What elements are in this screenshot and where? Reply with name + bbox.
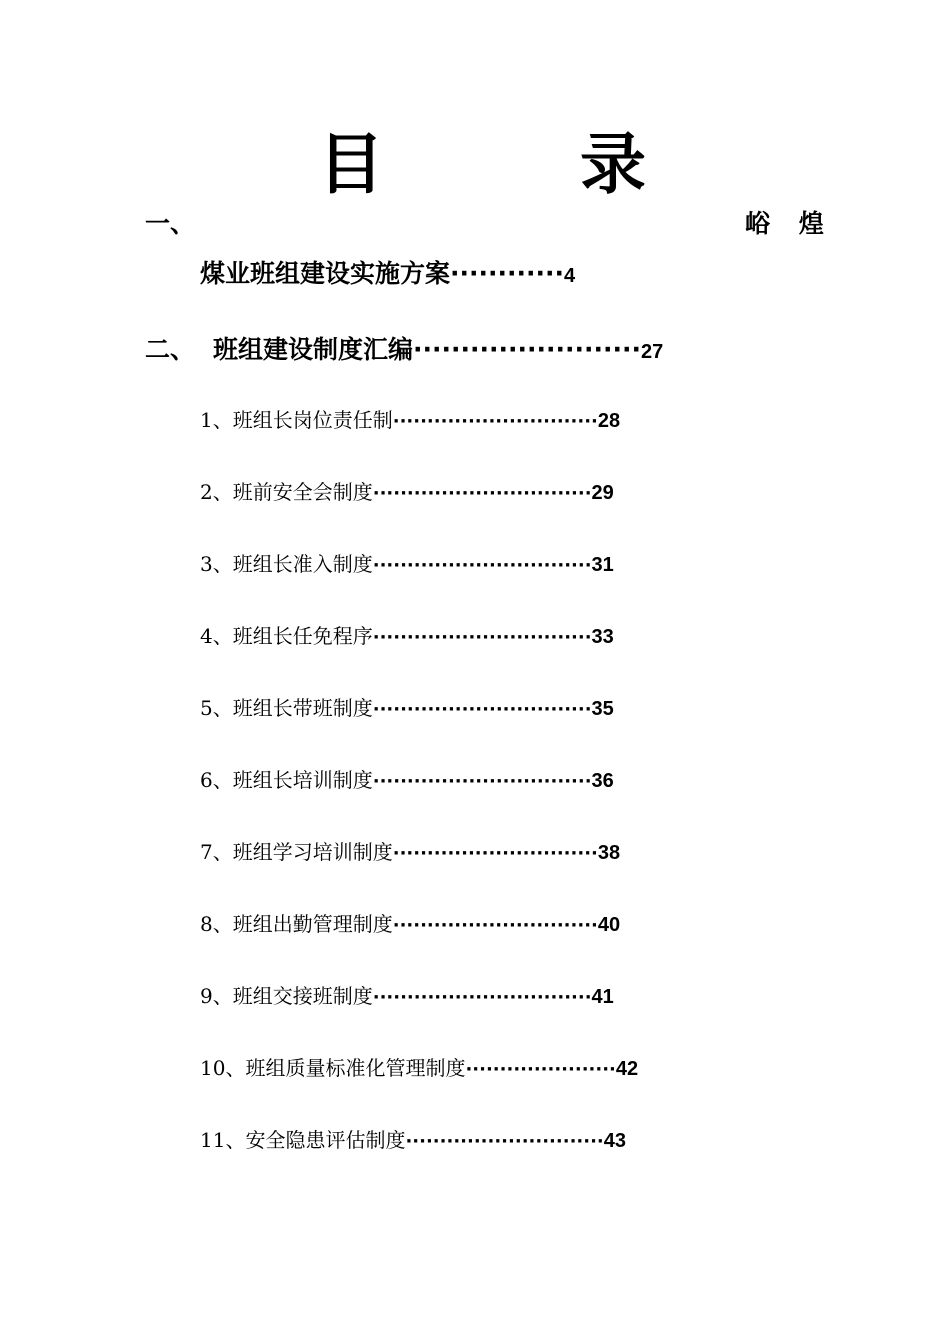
toc-item[interactable]	[200, 549, 614, 581]
leader-dots: ································	[372, 483, 592, 504]
toc-item-label: 11、安全隐患评估制度	[200, 1128, 406, 1152]
toc-item[interactable]	[200, 477, 614, 509]
toc-item[interactable]	[200, 1125, 626, 1157]
toc-item-label: 7、班组学习培训制度	[200, 840, 393, 864]
page-number: 28	[597, 410, 621, 432]
leader-dots: ······························	[392, 915, 598, 936]
leader-dots: ························	[413, 335, 641, 364]
page-number: 27	[640, 341, 664, 363]
toc-item[interactable]	[200, 1053, 638, 1085]
section-1-title-start: 峪 煌	[745, 209, 834, 238]
leader-dots: ································	[372, 555, 592, 576]
page-number: 29	[591, 482, 614, 504]
page-number: 38	[597, 842, 621, 864]
toc-item[interactable]	[200, 621, 614, 653]
toc-title	[0, 125, 950, 205]
toc-item[interactable]	[200, 837, 620, 869]
page-number: 36	[591, 770, 614, 792]
toc-item-label: 8、班组出勤管理制度	[200, 912, 393, 936]
section-1-number: 一、	[145, 209, 196, 238]
toc-title-char-1: 目	[318, 126, 384, 203]
leader-dots: ······························	[392, 411, 598, 432]
leader-dots: ·····························	[405, 1131, 604, 1152]
section-2-title: 班组建设制度汇编	[213, 335, 414, 364]
leader-dots: ································	[372, 627, 592, 648]
section-2-number: 二、	[145, 335, 196, 364]
toc-item-label: 4、班组长任免程序	[200, 624, 373, 648]
page-number: 35	[591, 698, 614, 720]
section-1-title: 煤业班组建设实施方案	[200, 259, 451, 288]
leader-dots: ············	[450, 259, 564, 288]
leader-dots: ······························	[392, 843, 598, 864]
page-number: 33	[591, 626, 614, 648]
toc-item[interactable]	[200, 909, 620, 941]
toc-item[interactable]	[200, 981, 614, 1013]
toc-item[interactable]	[200, 765, 614, 797]
toc-item-label: 10、班组质量标准化管理制度	[200, 1056, 466, 1080]
toc-item-label: 3、班组长准入制度	[200, 552, 373, 576]
toc-item[interactable]	[200, 693, 614, 725]
section-1-entry[interactable]	[200, 257, 575, 293]
page-number: 42	[615, 1058, 639, 1080]
page-number: 31	[591, 554, 614, 576]
toc-item-label: 2、班前安全会制度	[200, 480, 373, 504]
toc-item-label: 6、班组长培训制度	[200, 768, 373, 792]
leader-dots: ······················	[465, 1059, 616, 1080]
page-number: 4	[563, 265, 576, 287]
toc-item[interactable]	[200, 405, 620, 437]
toc-item-label: 5、班组长带班制度	[200, 696, 373, 720]
section-2-entry[interactable]	[145, 333, 663, 369]
leader-dots: ································	[372, 987, 592, 1008]
toc-title-char-2: 录	[580, 126, 646, 203]
page-number: 41	[591, 986, 614, 1008]
toc-item-label: 9、班组交接班制度	[200, 984, 373, 1008]
page-number: 40	[597, 914, 621, 936]
leader-dots: ································	[372, 699, 592, 720]
page-number: 43	[603, 1130, 627, 1152]
leader-dots: ································	[372, 771, 592, 792]
toc-item-label: 1、班组长岗位责任制	[200, 408, 393, 432]
